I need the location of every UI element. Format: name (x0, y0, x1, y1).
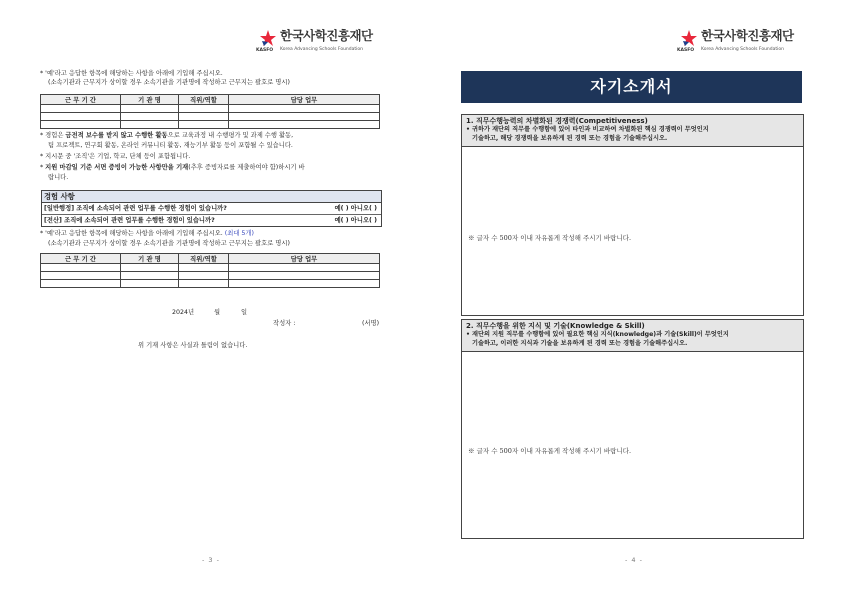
foundation-logo (256, 28, 373, 53)
confirmation-statement: 위 기재 사항은 사실과 틀림이 없습니다. (138, 342, 248, 349)
date-month: 월 (214, 309, 221, 316)
logo-korean: 한국사학진흥재단 (280, 28, 373, 43)
table-cell[interactable] (41, 264, 121, 272)
section2-title: 2. 직무수행을 위한 지식 및 기술(Knowledge & Skill) (466, 322, 645, 330)
table-cell[interactable] (179, 280, 229, 288)
table-cell[interactable] (41, 272, 121, 280)
signature-label: (서명) (362, 320, 380, 327)
header-position: 직위/역할 (179, 95, 229, 105)
header-org: 기 관 명 (121, 95, 179, 105)
experience-title: 경험 사항 (42, 191, 381, 203)
work-history-table-2 (40, 253, 380, 288)
bullet-organization: * 지시문 중 '조직'은 기업, 학교, 단체 등이 포함됩니다. (40, 153, 191, 160)
date-year: 2024년 (172, 309, 195, 316)
experience-box (41, 190, 382, 227)
table-cell[interactable] (179, 105, 229, 113)
table-cell[interactable] (121, 264, 179, 272)
table-cell[interactable] (121, 113, 179, 121)
table-cell[interactable] (229, 272, 380, 280)
logo-english: Korea Advancing Schools Foundation (701, 47, 785, 52)
table-cell[interactable] (179, 113, 229, 121)
bullet-evidence-line2: 랍니다. (48, 174, 69, 181)
it-yes-no-option[interactable]: 예( ) 아니오( ) (334, 217, 377, 224)
bullet-evidence: * 지원 마감일 기준 서면 증빙이 가능한 사항만을 기재(추후 증빙자료를 제출하여야 함)하시기 바 (40, 164, 305, 171)
note1-line2: (소속기관과 근무지가 상이할 경우 소속기관을 기관명에 작성하고 근무지는 괄호로 명시) (48, 79, 290, 86)
table-cell[interactable] (41, 113, 121, 121)
bullet-experience-definition: * 경험은 금전적 보수를 받지 않고 수행한 활동으로 교육과정 내 수행평가 및 과제 수행 활동, (40, 132, 294, 139)
logo-korean: 한국사학진흥재단 (701, 28, 794, 43)
table-cell[interactable] (229, 105, 380, 113)
header-period: 근 무 기 간 (41, 95, 121, 105)
table-cell[interactable] (41, 280, 121, 288)
table-cell[interactable] (179, 272, 229, 280)
table-cell[interactable] (121, 121, 179, 129)
note2-line2: (소속기관과 근무지가 상이할 경우 소속기관을 기관명에 작성하고 근무지는 괄호로 명시) (48, 240, 290, 247)
logo-abbr: KASFO (256, 48, 274, 53)
note2-line1: * '예'라고 응답한 항목에 해당하는 사항을 아래에 기입해 주십시오. (최대 5개) (40, 230, 254, 237)
work-history-table-1 (40, 94, 380, 129)
foundation-logo (677, 28, 794, 53)
header-duty: 담당 업무 (229, 254, 380, 264)
max-count-note: (최대 5개) (224, 230, 254, 237)
admin-yes-no-option[interactable]: 예( ) 아니오( ) (334, 205, 377, 212)
experience-question-admin: [일반행정] 조직에 소속되어 관련 업무를 수행한 경험이 있습니까? 예( ) 아니오( ) (42, 203, 381, 215)
section1-char-limit-note: ※ 글자 수 500자 이내 자유롭게 작성해 주시기 바랍니다. (468, 234, 632, 242)
table-cell[interactable] (229, 113, 380, 121)
table-cell[interactable] (229, 121, 380, 129)
table-cell[interactable] (121, 280, 179, 288)
note1-line1: * '예'라고 응답한 항목에 해당하는 사항을 아래에 기입해 주십시오. (40, 70, 223, 77)
section2-description: • 재단의 지원 직무를 수행함에 있어 필요한 핵심 지식(knowledge)과 기술(Skill)이 무엇인지 기술하고, 이러한 지식과 기술을 보유하게 된 경력 또는 경험을 기술해주십시오. (466, 331, 729, 347)
page-number: - 4 - (625, 556, 643, 564)
page-3 (0, 0, 420, 595)
header-position: 직위/역할 (179, 254, 229, 264)
table-cell[interactable] (179, 264, 229, 272)
page-4 (421, 0, 841, 595)
header-org: 기 관 명 (121, 254, 179, 264)
header-duty: 담당 업무 (229, 95, 380, 105)
header-period: 근 무 기 간 (41, 254, 121, 264)
self-introduction-banner: 자기소개서 (461, 71, 802, 103)
logo-english: Korea Advancing Schools Foundation (280, 47, 364, 52)
table-cell[interactable] (121, 105, 179, 113)
table-cell[interactable] (41, 121, 121, 129)
section1-title: 1. 직무수행능력의 차별화된 경쟁력(Competitiveness) (466, 117, 648, 125)
table-cell[interactable] (229, 280, 380, 288)
bullet-experience-line2: 팀 프로젝트, 연구회 활동, 온라인 커뮤니티 활동, 재능기부 활동 등이 포함될 수 있습니다. (48, 142, 293, 149)
table-cell[interactable] (121, 272, 179, 280)
section1-description: • 귀하가 재단의 직무를 수행함에 있어 타인과 비교하여 차별화된 핵심 경쟁력이 무엇인지 기술하고, 해당 경쟁력을 보유하게 된 경력 또는 경험을 기술해주십시오. (466, 126, 709, 142)
date-day: 일 (241, 309, 248, 316)
table-cell[interactable] (41, 105, 121, 113)
author-label: 작성자 : (273, 320, 296, 327)
experience-question-it: [전산] 조직에 소속되어 관련 업무를 수행한 경험이 있습니까? 예( ) 아니오( ) (44, 217, 377, 224)
section2-char-limit-note: ※ 글자 수 500자 이내 자유롭게 작성해 주시기 바랍니다. (468, 447, 632, 455)
logo-abbr: KASFO (677, 48, 695, 53)
section-competitiveness (461, 114, 804, 316)
table-cell[interactable] (229, 264, 380, 272)
page-number: - 3 - (202, 556, 220, 564)
table-cell[interactable] (179, 121, 229, 129)
section-knowledge-skill (461, 319, 804, 539)
